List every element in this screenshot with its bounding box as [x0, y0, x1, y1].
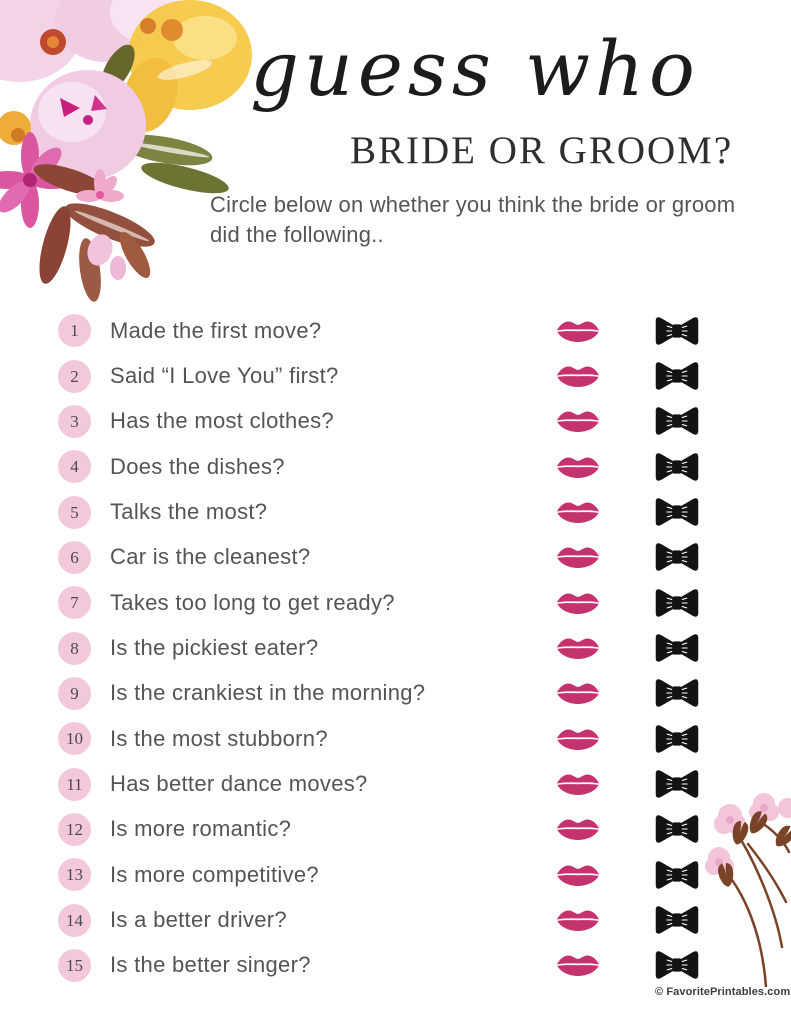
- question-number: 2: [70, 366, 79, 386]
- question-text: Car is the cleanest?: [110, 544, 311, 570]
- question-number: 14: [66, 910, 83, 930]
- groom-bowtie-icon[interactable]: [654, 723, 700, 754]
- question-number-badge: [58, 949, 91, 982]
- copyright-text: © FavoritePrintables.com: [655, 986, 791, 998]
- question-number: 9: [70, 683, 79, 703]
- bride-lips-icon[interactable]: [556, 726, 600, 752]
- groom-bowtie-icon[interactable]: [654, 542, 700, 573]
- bride-lips-icon[interactable]: [556, 454, 600, 480]
- groom-bowtie-icon[interactable]: [654, 950, 700, 981]
- question-text: Is the better singer?: [110, 952, 311, 978]
- instructions-text: Circle below on whether you think the bride or groom did the following..: [210, 192, 736, 247]
- page-title-main: BRIDE OR GROOM?: [350, 129, 734, 172]
- question-row: [58, 807, 748, 852]
- bride-lips-icon[interactable]: [556, 771, 600, 797]
- question-number-badge: [58, 586, 91, 619]
- question-number: 4: [70, 457, 79, 477]
- questions-list: [58, 308, 748, 988]
- bride-lips-icon[interactable]: [556, 499, 600, 525]
- question-number: 13: [66, 865, 83, 885]
- question-text: Is a better driver?: [110, 907, 287, 933]
- question-number-badge: [58, 722, 91, 755]
- groom-bowtie-icon[interactable]: [654, 859, 700, 890]
- page-title-script: guess who: [250, 24, 700, 113]
- question-number: 12: [66, 819, 83, 839]
- question-text: Is more romantic?: [110, 816, 292, 842]
- question-row: [58, 671, 748, 716]
- question-row: [58, 444, 748, 489]
- question-number-badge: [58, 541, 91, 574]
- question-number: 6: [70, 547, 79, 567]
- question-number-badge: [58, 405, 91, 438]
- question-number-badge: [58, 677, 91, 710]
- question-text: Is the most stubborn?: [110, 725, 328, 751]
- groom-bowtie-icon[interactable]: [654, 814, 700, 845]
- question-row: [58, 308, 748, 353]
- groom-bowtie-icon[interactable]: [654, 315, 700, 346]
- question-number: 11: [66, 774, 83, 794]
- question-row: [58, 489, 748, 534]
- question-number: 7: [70, 593, 79, 613]
- question-number-badge: [58, 360, 91, 393]
- question-number-badge: [58, 813, 91, 846]
- bride-lips-icon[interactable]: [556, 363, 600, 389]
- question-row: [58, 716, 748, 761]
- bride-lips-icon[interactable]: [556, 544, 600, 570]
- bride-lips-icon[interactable]: [556, 635, 600, 661]
- bride-lips-icon[interactable]: [556, 907, 600, 933]
- question-number-badge: [58, 632, 91, 665]
- bride-lips-icon[interactable]: [556, 408, 600, 434]
- question-text: Made the first move?: [110, 317, 322, 343]
- groom-bowtie-icon[interactable]: [654, 451, 700, 482]
- groom-bowtie-icon[interactable]: [654, 361, 700, 392]
- question-row: [58, 761, 748, 806]
- question-number-badge: [58, 904, 91, 937]
- groom-bowtie-icon[interactable]: [654, 406, 700, 437]
- bride-lips-icon[interactable]: [556, 318, 600, 344]
- question-row: [58, 353, 748, 398]
- bride-lips-icon[interactable]: [556, 816, 600, 842]
- question-number: 3: [70, 411, 79, 431]
- question-text: Talks the most?: [110, 499, 268, 525]
- question-row: [58, 580, 748, 625]
- question-number-badge: [58, 450, 91, 483]
- bride-lips-icon[interactable]: [556, 952, 600, 978]
- question-text: Takes too long to get ready?: [110, 589, 395, 615]
- question-row: [58, 852, 748, 897]
- question-text: Has the most clothes?: [110, 408, 334, 434]
- question-text: Is the pickiest eater?: [110, 635, 319, 661]
- question-number: 15: [66, 955, 83, 975]
- bride-lips-icon[interactable]: [556, 590, 600, 616]
- question-row: [58, 625, 748, 670]
- bride-lips-icon[interactable]: [556, 862, 600, 888]
- question-number-badge: [58, 314, 91, 347]
- question-row: [58, 897, 748, 942]
- question-text: Is the crankiest in the morning?: [110, 680, 426, 706]
- question-row: [58, 399, 748, 444]
- question-number: 10: [66, 729, 83, 749]
- groom-bowtie-icon[interactable]: [654, 497, 700, 528]
- question-text: Has better dance moves?: [110, 771, 368, 797]
- groom-bowtie-icon[interactable]: [654, 678, 700, 709]
- groom-bowtie-icon[interactable]: [654, 633, 700, 664]
- bride-lips-icon[interactable]: [556, 680, 600, 706]
- question-number-badge: [58, 768, 91, 801]
- question-row: [58, 535, 748, 580]
- question-text: Said “I Love You” first?: [110, 363, 339, 389]
- question-number-badge: [58, 858, 91, 891]
- question-text: Does the dishes?: [110, 453, 285, 479]
- question-number: 1: [70, 321, 79, 341]
- groom-bowtie-icon[interactable]: [654, 905, 700, 936]
- question-number-badge: [58, 496, 91, 529]
- groom-bowtie-icon[interactable]: [654, 587, 700, 618]
- question-number: 8: [70, 638, 79, 658]
- groom-bowtie-icon[interactable]: [654, 769, 700, 800]
- floral-bouquet-decoration: [0, 0, 255, 310]
- question-text: Is more competitive?: [110, 861, 319, 887]
- question-number: 5: [70, 502, 79, 522]
- question-row: [58, 943, 748, 988]
